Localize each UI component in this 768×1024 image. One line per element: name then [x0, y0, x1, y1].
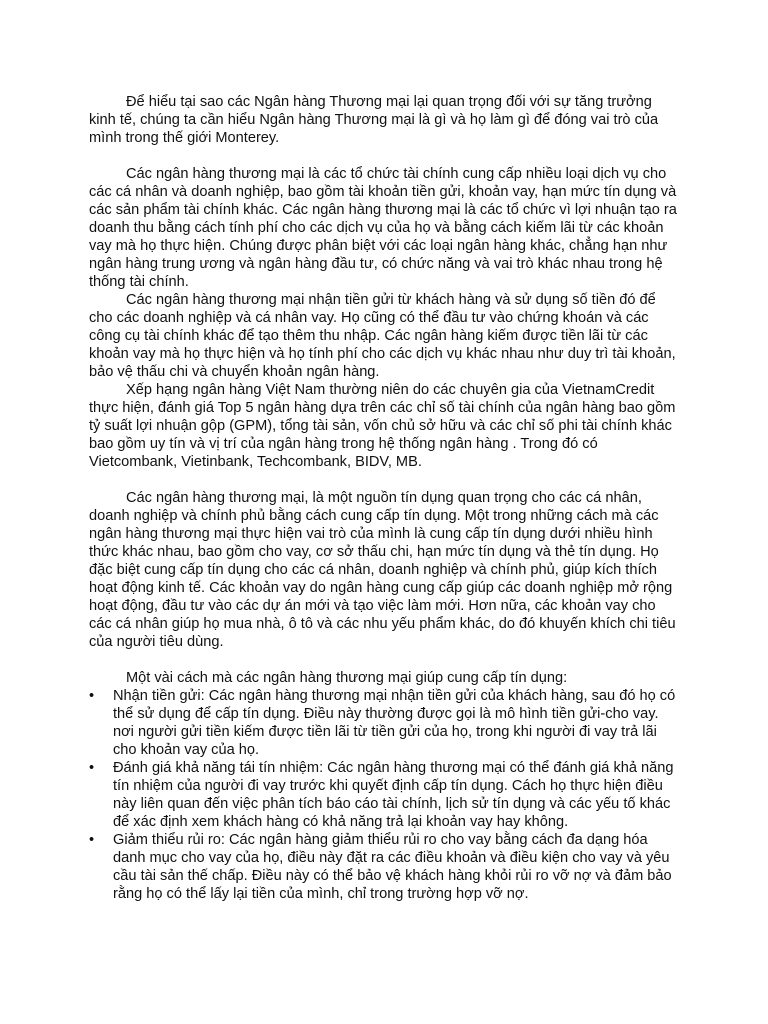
list-item — [89, 831, 677, 903]
bullet-icon: • — [89, 760, 95, 776]
list-item — [89, 759, 677, 831]
credit-methods-list — [89, 687, 677, 903]
list-item-text: Giảm thiểu rủi ro: Các ngân hàng giảm thiểu rủi ro cho vay bằng cách đa dạng hóa danh mục cho vay của họ, điều này đặt ra các điều khoản và điều kiện cho vay và yêu cầu tài sản thế chấp. Điều này có thể bảo vệ khách hàng khỏi rủi ro vỡ nợ và đảm bảo rằng họ có thể lấy lại tiền của mình, chỉ trong trường hợp vỡ nợ. — [113, 832, 672, 902]
list-item-text: Đánh giá khả năng tái tín nhiệm: Các ngân hàng thương mại có thể đánh giá khả năng tín nhiệm của người đi vay trước khi quyết định cấp tín dụng. Cách họ thực hiện điều này liên quan đến việc phân tích báo cáo tài chính, lịch sử tín dụng và các yếu tố khác để xác định xem khách hàng có khả năng trả lại khoản vay hay không. — [113, 760, 674, 830]
definition-paragraph: Các ngân hàng thương mại là các tổ chức tài chính cung cấp nhiều loại dịch vụ cho các cá nhân và doanh nghiệp, bao gồm tài khoản tiền gửi, khoản vay, hạn mức tín dụng và các sản phẩm tài chính khác. Các ngân hàng thương mại là các tổ chức vì lợi nhuận tạo ra doanh thu bằng cách tính phí cho các dịch vụ của họ và bằng cách kiếm lãi từ các khoản vay mà họ thực hiện. Chúng được phân biệt với các loại ngân hàng khác, chẳng hạn như ngân hàng trung ương và ngân hàng đầu tư, có chức năng và vai trò khác nhau trong hệ thống tài chính. — [89, 166, 677, 290]
list-intro-paragraph: Một vài cách mà các ngân hàng thương mại giúp cung cấp tín dụng: — [126, 670, 568, 686]
intro-paragraph: Để hiểu tại sao các Ngân hàng Thương mại lại quan trọng đối với sự tăng trưởng kinh tế, chúng ta cần hiểu Ngân hàng Thương mại là gì và họ làm gì để đóng vai trò của mình trong thế giới Monterey. — [89, 94, 659, 146]
paragraph-spacer — [89, 147, 677, 165]
list-item — [89, 687, 677, 759]
list-item-text: Nhận tiền gửi: Các ngân hàng thương mại nhận tiền gửi của khách hàng, sau đó họ có thể sử dụng để cấp tín dụng. Điều này thường được gọi là mô hình tiền gửi-cho vay. nơi người gửi tiền kiếm được tiền lãi từ tiền gửi của họ, trong khi người đi vay trả lãi cho khoản vay của họ. — [113, 688, 676, 758]
paragraph-spacer — [89, 651, 677, 669]
document-page — [89, 93, 677, 903]
deposits-paragraph: Các ngân hàng thương mại nhận tiền gửi từ khách hàng và sử dụng số tiền đó để cho các doanh nghiệp và cá nhân vay. Họ cũng có thể đầu tư vào chứng khoán và các công cụ tài chính khác để tạo thêm thu nhập. Các ngân hàng kiếm được tiền lãi từ các khoản vay mà họ thực hiện và họ tính phí cho các dịch vụ khác nhau như duy trì tài khoản, bảo vệ thấu chi và chuyển khoản ngân hàng. — [89, 292, 676, 380]
bullet-icon: • — [89, 688, 95, 704]
ranking-paragraph: Xếp hạng ngân hàng Việt Nam thường niên do các chuyên gia của VietnamCredit thực hiện, đánh giá Top 5 ngân hàng dựa trên các chỉ số tài chính của ngân hàng bao gồm tỷ suất lợi nhuận gộp (GPM), tổng tài sản, vốn chủ sở hữu và các chỉ số phi tài chính khác bao gồm uy tín và vị trí của ngân hàng trong hệ thống ngân hàng . Trong đó có Vietcombank, Vietinbank, Techcombank, BIDV, MB. — [89, 382, 676, 470]
bullet-icon: • — [89, 832, 95, 848]
credit-source-paragraph: Các ngân hàng thương mại, là một nguồn tín dụng quan trọng cho các cá nhân, doanh nghiệp và chính phủ bằng cách cung cấp tín dụng. Một trong những cách mà các ngân hàng thương mại thực hiện vai trò của mình là cung cấp tín dụng dưới nhiều hình thức khác nhau, bao gồm cho vay, cơ sở thấu chi, hạn mức tín dụng và thẻ tín dụng. Họ đặc biệt cung cấp tín dụng cho các cá nhân, doanh nghiệp và chính phủ, giúp kích thích hoạt động kinh tế. Các khoản vay do ngân hàng cung cấp giúp các doanh nghiệp mở rộng hoạt động, đầu tư vào các dự án mới và tạo việc làm mới. Hơn nữa, các khoản vay cho các cá nhân giúp họ mua nhà, ô tô và các nhu yếu phẩm khác, do đó khuyến khích chi tiêu của người tiêu dùng. — [89, 490, 676, 650]
paragraph-spacer — [89, 471, 677, 489]
